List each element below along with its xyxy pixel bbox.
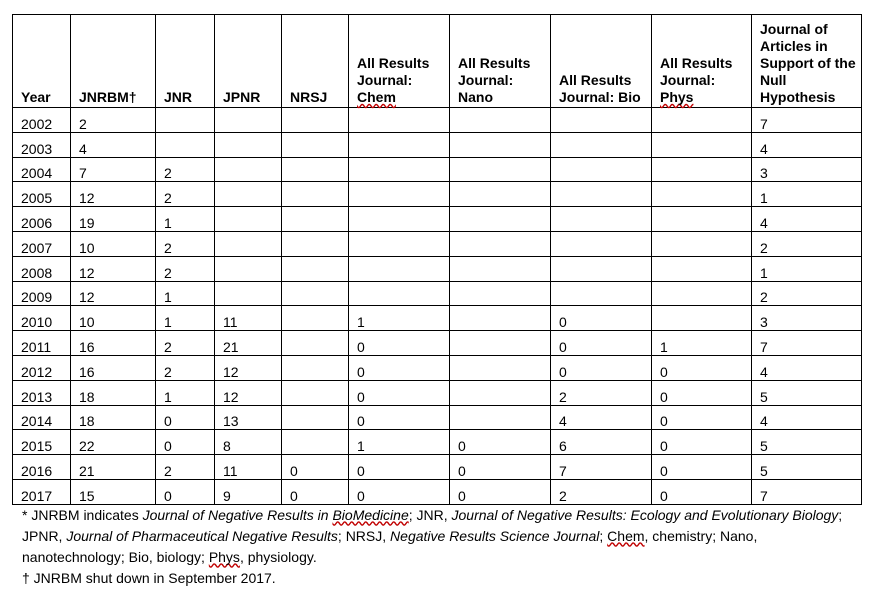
cell-nrsj <box>282 355 349 380</box>
cell-null: 4 <box>752 405 862 430</box>
cell-jpnr: 11 <box>215 306 282 331</box>
cell-phys <box>652 306 752 331</box>
cell-bio <box>551 182 652 207</box>
table-row <box>13 405 862 430</box>
footnote-segment: , physiology. <box>239 548 317 565</box>
cell-year: 2010 <box>13 306 71 331</box>
cell-year: 2015 <box>13 430 71 455</box>
cell-chem: 0 <box>349 355 450 380</box>
table-row <box>13 430 862 455</box>
cell-phys: 0 <box>652 455 752 480</box>
cell-null: 3 <box>752 157 862 182</box>
column-header-label: NRSJ <box>290 89 328 105</box>
cell-jnr: 1 <box>156 207 215 232</box>
cell-jnrbm: 7 <box>71 157 156 182</box>
cell-nano <box>450 256 551 281</box>
cell-chem: 0 <box>349 380 450 405</box>
cell-jpnr: 11 <box>215 455 282 480</box>
cell-jnrbm: 19 <box>71 207 156 232</box>
column-header-label: JNR <box>164 89 193 105</box>
table-row <box>13 157 862 182</box>
cell-year: 2012 <box>13 355 71 380</box>
cell-chem <box>349 108 450 133</box>
cell-nrsj <box>282 108 349 133</box>
cell-phys <box>652 157 752 182</box>
cell-bio: 6 <box>551 430 652 455</box>
cell-chem: 0 <box>349 455 450 480</box>
cell-phys <box>652 108 752 133</box>
cell-nano <box>450 331 551 356</box>
cell-jnr: 2 <box>156 355 215 380</box>
cell-jnrbm: 12 <box>71 182 156 207</box>
cell-jnr: 0 <box>156 405 215 430</box>
table-footnotes <box>12 505 861 589</box>
cell-phys <box>652 281 752 306</box>
column-header-label: JNRBM† <box>79 89 137 105</box>
cell-jpnr: 8 <box>215 430 282 455</box>
column-header-nano <box>450 15 551 108</box>
table-row <box>13 207 862 232</box>
table-row <box>13 108 862 133</box>
cell-chem <box>349 132 450 157</box>
footnote-segment: Journal of Negative Results: Ecology and Evolutionary Biology <box>451 506 839 523</box>
cell-jnr: 0 <box>156 430 215 455</box>
table-row <box>13 355 862 380</box>
cell-null: 5 <box>752 380 862 405</box>
cell-chem: 1 <box>349 306 450 331</box>
cell-chem <box>349 231 450 256</box>
table-body <box>13 108 862 505</box>
cell-jnrbm: 15 <box>71 479 156 504</box>
cell-jnr: 2 <box>156 182 215 207</box>
cell-jnrbm: 2 <box>71 108 156 133</box>
cell-jnr: 2 <box>156 455 215 480</box>
footnote-segment: Journal of Negative Results in <box>142 506 333 523</box>
cell-bio <box>551 256 652 281</box>
cell-null: 3 <box>752 306 862 331</box>
column-header-year <box>13 15 71 108</box>
table-row <box>13 380 862 405</box>
cell-year: 2007 <box>13 231 71 256</box>
cell-jnrbm: 21 <box>71 455 156 480</box>
cell-jpnr <box>215 108 282 133</box>
cell-nrsj <box>282 256 349 281</box>
cell-year: 2004 <box>13 157 71 182</box>
cell-null: 4 <box>752 207 862 232</box>
footnote-segment: Phys <box>208 548 240 565</box>
column-header-jnrbm <box>71 15 156 108</box>
cell-year: 2011 <box>13 331 71 356</box>
cell-year: 2009 <box>13 281 71 306</box>
cell-phys <box>652 207 752 232</box>
column-header-jnr <box>156 15 215 108</box>
cell-null: 1 <box>752 182 862 207</box>
cell-bio: 2 <box>551 380 652 405</box>
cell-jpnr <box>215 132 282 157</box>
cell-jnr: 2 <box>156 256 215 281</box>
cell-nano <box>450 182 551 207</box>
cell-nano <box>450 108 551 133</box>
cell-chem: 0 <box>349 405 450 430</box>
column-header-label: JPNR <box>223 89 261 105</box>
column-header-label: All Results Journal: Bio <box>559 72 641 105</box>
cell-phys <box>652 231 752 256</box>
cell-null: 5 <box>752 455 862 480</box>
table-row <box>13 281 862 306</box>
cell-phys: 1 <box>652 331 752 356</box>
cell-nano <box>450 132 551 157</box>
cell-null: 1 <box>752 256 862 281</box>
cell-nrsj <box>282 306 349 331</box>
cell-nrsj <box>282 157 349 182</box>
column-header-nrsj <box>282 15 349 108</box>
cell-chem: 0 <box>349 479 450 504</box>
column-header-null <box>752 15 862 108</box>
table-row <box>13 132 862 157</box>
cell-chem <box>349 256 450 281</box>
table-row <box>13 479 862 504</box>
column-header-label: Journal of Articles in Support of the Null Hypothesis <box>760 21 856 105</box>
cell-jnrbm: 10 <box>71 231 156 256</box>
cell-jnr: 1 <box>156 281 215 306</box>
cell-jpnr <box>215 182 282 207</box>
cell-jnr: 2 <box>156 331 215 356</box>
cell-phys <box>652 132 752 157</box>
footnote-segment: BioMedicine <box>332 506 409 523</box>
cell-jnr: 2 <box>156 157 215 182</box>
cell-year: 2008 <box>13 256 71 281</box>
table-header-row <box>13 15 862 108</box>
table-row <box>13 306 862 331</box>
cell-nrsj <box>282 405 349 430</box>
cell-phys: 0 <box>652 479 752 504</box>
cell-nano <box>450 231 551 256</box>
table-row <box>13 231 862 256</box>
abbreviations-footnote <box>22 505 857 568</box>
cell-jnrbm: 12 <box>71 281 156 306</box>
cell-jnrbm: 12 <box>71 256 156 281</box>
cell-jpnr: 9 <box>215 479 282 504</box>
cell-jnrbm: 16 <box>71 331 156 356</box>
cell-nano <box>450 281 551 306</box>
cell-year: 2006 <box>13 207 71 232</box>
cell-nrsj: 0 <box>282 479 349 504</box>
cell-bio <box>551 157 652 182</box>
cell-year: 2003 <box>13 132 71 157</box>
cell-jpnr <box>215 256 282 281</box>
cell-chem <box>349 281 450 306</box>
cell-bio <box>551 231 652 256</box>
cell-bio <box>551 108 652 133</box>
cell-nrsj <box>282 207 349 232</box>
cell-jpnr <box>215 157 282 182</box>
cell-bio: 4 <box>551 405 652 430</box>
column-header-label: All Results Journal: Nano <box>458 55 531 105</box>
cell-null: 7 <box>752 331 862 356</box>
column-header-label-flagged: Phys <box>660 89 694 105</box>
document <box>12 14 861 589</box>
column-header-label: Year <box>21 89 51 105</box>
cell-nrsj <box>282 430 349 455</box>
cell-chem: 1 <box>349 430 450 455</box>
cell-jnr <box>156 108 215 133</box>
cell-year: 2017 <box>13 479 71 504</box>
cell-jnrbm: 22 <box>71 430 156 455</box>
cell-null: 4 <box>752 355 862 380</box>
footnote-segment: ; <box>599 527 608 544</box>
cell-nrsj <box>282 331 349 356</box>
cell-phys: 0 <box>652 355 752 380</box>
footnote-segment: Journal of Pharmaceutical Negative Results <box>66 527 338 544</box>
cell-nrsj <box>282 281 349 306</box>
table-row <box>13 331 862 356</box>
column-header-label-flagged: Chem <box>357 89 396 105</box>
cell-nano <box>450 355 551 380</box>
dagger-footnote: † JNRBM shut down in September 2017. <box>22 569 276 586</box>
column-header-bio <box>551 15 652 108</box>
cell-null: 7 <box>752 479 862 504</box>
cell-jnr: 1 <box>156 380 215 405</box>
cell-bio: 7 <box>551 455 652 480</box>
footnote-segment: ; JNR, <box>408 506 452 523</box>
cell-nano <box>450 306 551 331</box>
cell-jnrbm: 16 <box>71 355 156 380</box>
cell-year: 2014 <box>13 405 71 430</box>
cell-jnr <box>156 132 215 157</box>
cell-nrsj <box>282 182 349 207</box>
footnote-segment: ; JPNR, <box>22 506 843 544</box>
cell-jnr: 0 <box>156 479 215 504</box>
cell-jnrbm: 4 <box>71 132 156 157</box>
footnote-segment: ; NRSJ, <box>337 527 391 544</box>
footnote-segment: Negative Results Science Journal <box>390 527 600 544</box>
cell-phys <box>652 182 752 207</box>
cell-null: 4 <box>752 132 862 157</box>
cell-nano <box>450 380 551 405</box>
cell-nrsj: 0 <box>282 455 349 480</box>
footnote-segment: Chem <box>607 527 645 544</box>
cell-jnrbm: 18 <box>71 405 156 430</box>
table-row <box>13 256 862 281</box>
cell-jpnr: 13 <box>215 405 282 430</box>
cell-jnr: 1 <box>156 306 215 331</box>
cell-jnrbm: 18 <box>71 380 156 405</box>
cell-jpnr <box>215 281 282 306</box>
cell-jpnr: 12 <box>215 380 282 405</box>
column-header-label: All Results Journal: <box>660 55 733 88</box>
cell-nano: 0 <box>450 430 551 455</box>
cell-phys: 0 <box>652 405 752 430</box>
footnote-segment: , chemistry; Nano, nanotechnology; Bio, biology; <box>22 527 758 565</box>
cell-chem <box>349 207 450 232</box>
footnote-segment: * JNRBM indicates <box>22 506 143 523</box>
cell-null: 5 <box>752 430 862 455</box>
cell-nano <box>450 405 551 430</box>
cell-jpnr <box>215 231 282 256</box>
cell-bio <box>551 281 652 306</box>
cell-bio: 0 <box>551 306 652 331</box>
cell-null: 2 <box>752 281 862 306</box>
cell-chem <box>349 182 450 207</box>
cell-bio <box>551 207 652 232</box>
cell-chem <box>349 157 450 182</box>
cell-bio: 0 <box>551 331 652 356</box>
cell-nrsj <box>282 380 349 405</box>
cell-jpnr: 21 <box>215 331 282 356</box>
cell-jpnr: 12 <box>215 355 282 380</box>
cell-nrsj <box>282 132 349 157</box>
cell-chem: 0 <box>349 331 450 356</box>
cell-jnrbm: 10 <box>71 306 156 331</box>
table-row <box>13 455 862 480</box>
cell-phys: 0 <box>652 380 752 405</box>
cell-nrsj <box>282 231 349 256</box>
cell-phys: 0 <box>652 430 752 455</box>
cell-jnr: 2 <box>156 231 215 256</box>
cell-null: 2 <box>752 231 862 256</box>
cell-phys <box>652 256 752 281</box>
journal-articles-table <box>12 14 862 505</box>
column-header-chem <box>349 15 450 108</box>
column-header-jpnr <box>215 15 282 108</box>
cell-bio <box>551 132 652 157</box>
cell-null: 7 <box>752 108 862 133</box>
cell-year: 2002 <box>13 108 71 133</box>
cell-nano: 0 <box>450 479 551 504</box>
column-header-label: All Results Journal: <box>357 55 430 88</box>
cell-nano: 0 <box>450 455 551 480</box>
table-row <box>13 182 862 207</box>
cell-nano <box>450 207 551 232</box>
cell-year: 2016 <box>13 455 71 480</box>
cell-bio: 2 <box>551 479 652 504</box>
cell-nano <box>450 157 551 182</box>
cell-year: 2005 <box>13 182 71 207</box>
cell-jpnr <box>215 207 282 232</box>
cell-year: 2013 <box>13 380 71 405</box>
column-header-phys <box>652 15 752 108</box>
cell-bio: 0 <box>551 355 652 380</box>
